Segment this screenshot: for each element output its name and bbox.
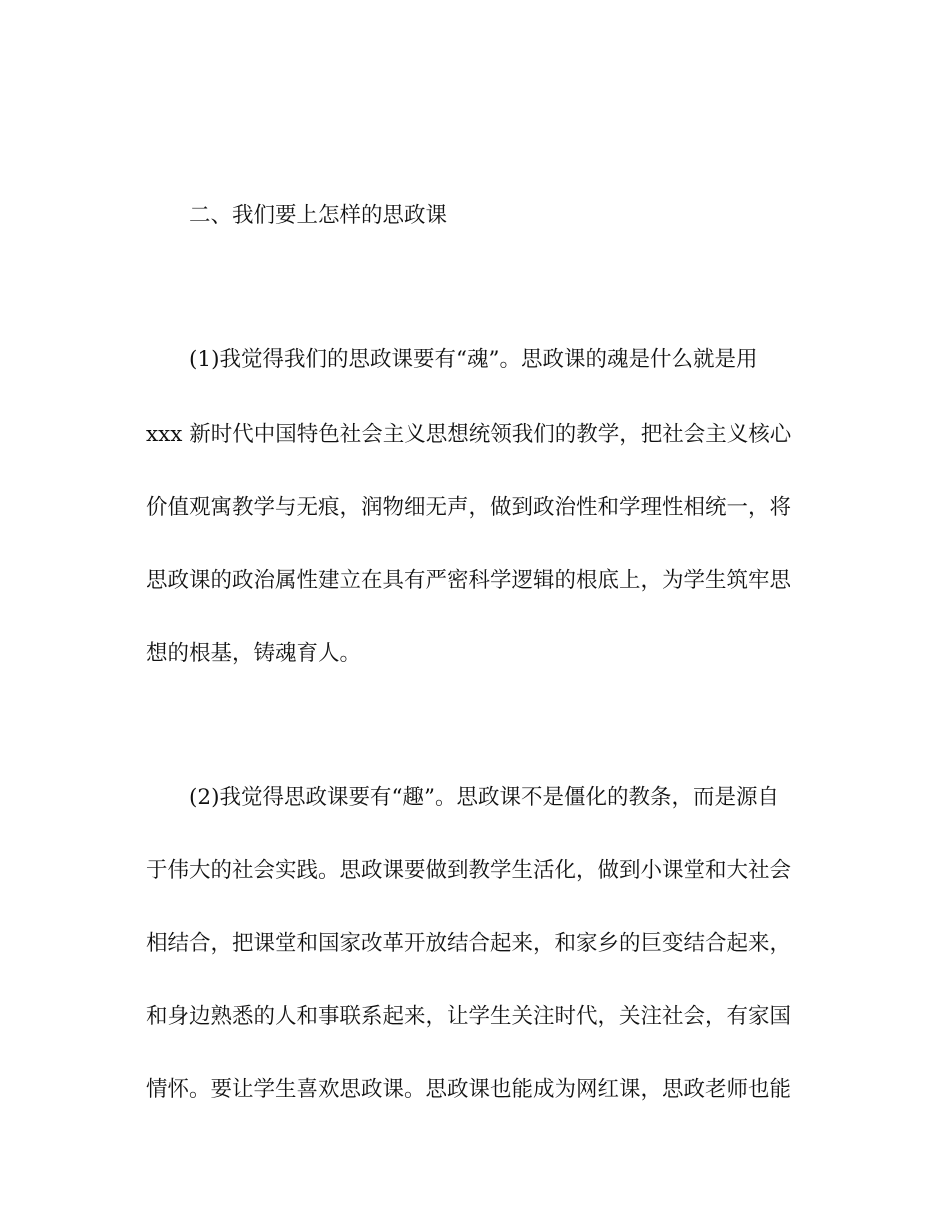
paragraph-1-line-2: xxx 新时代中国特色社会主义思想统领我们的教学，把社会主义核心: [146, 422, 792, 447]
section-heading: 二、我们要上怎样的思政课: [189, 203, 448, 228]
paragraph-1-line-4: 思政课的政治属性建立在具有严密科学逻辑的根底上，为学生筑牢思: [146, 568, 792, 593]
paragraph-1-line-5: 想的根基，铸魂育人。: [146, 641, 362, 666]
paragraph-1-line-1: (1)我觉得我们的思政课要有“魂”。思政课的魂是什么就是用: [189, 347, 758, 372]
paragraph-2-line-1: (2)我觉得思政课要有“趣”。思政课不是僵化的教条，而是源自: [189, 785, 779, 810]
paragraph-2-line-5: 情怀。要让学生喜欢思政课。思政课也能成为网红课，思政老师也能: [146, 1077, 792, 1102]
paragraph-2-line-4: 和身边熟悉的人和事联系起来，让学生关注时代，关注社会，有家国: [146, 1004, 792, 1029]
paragraph-2-line-3: 相结合，把课堂和国家改革开放结合起来，和家乡的巨变结合起来，: [146, 931, 792, 956]
paragraph-1-line-3: 价值观寓教学与无痕，润物细无声，做到政治性和学理性相统一，将: [146, 495, 792, 520]
paragraph-2-line-2: 于伟大的社会实践。思政课要做到教学生活化，做到小课堂和大社会: [146, 858, 792, 883]
